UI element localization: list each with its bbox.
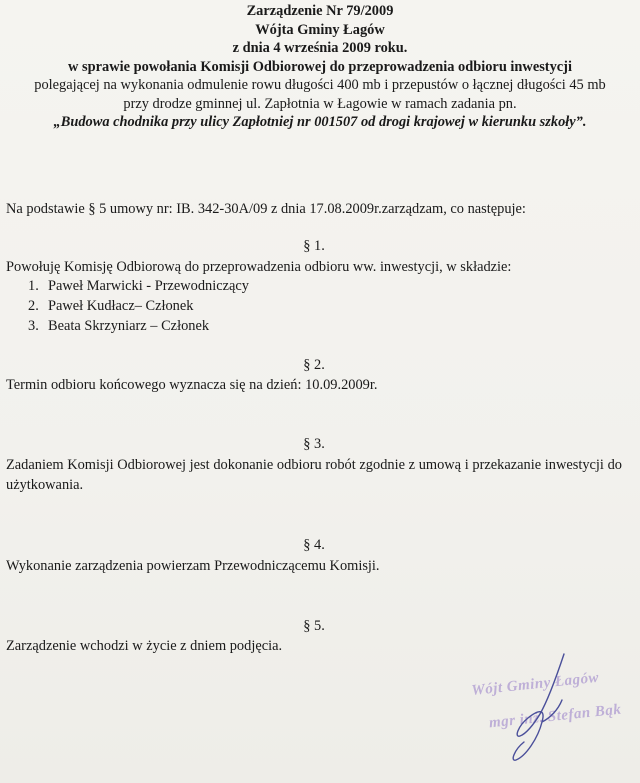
committee-members-list bbox=[28, 276, 249, 336]
section-1-heading: § 1. bbox=[303, 238, 325, 254]
section-5-heading: § 5. bbox=[303, 618, 325, 634]
document-header bbox=[0, 2, 640, 132]
list-number: 2. bbox=[28, 298, 39, 314]
member-name: Paweł Kudłacz– Członek bbox=[48, 298, 194, 314]
section-4-text: Wykonanie zarządzenia powierzam Przewodniczącemu Komisji. bbox=[6, 558, 380, 574]
list-number: 3. bbox=[28, 318, 39, 334]
order-number: Zarządzenie Nr 79/2009 bbox=[246, 3, 394, 19]
section-1-text: Powołuję Komisję Odbiorową do przeprowadzenia odbioru ww. inwestycji, w składzie: bbox=[6, 259, 512, 275]
section-4-heading: § 4. bbox=[303, 537, 325, 553]
member-name: Paweł Marwicki - Przewodniczący bbox=[48, 278, 249, 294]
section-3-heading: § 3. bbox=[303, 436, 325, 452]
list-item bbox=[28, 276, 249, 296]
order-date: z dnia 4 września 2009 roku. bbox=[232, 40, 408, 56]
list-item bbox=[28, 316, 249, 336]
section-3-text: Zadaniem Komisji Odbiorowej jest dokonanie odbioru robót zgodnie z umową i przekazanie inwestycji do użytkowania. bbox=[6, 457, 622, 493]
subject-line: w sprawie powołania Komisji Odbiorowej do przeprowadzenia odbioru inwestycji bbox=[68, 58, 572, 75]
subject-detail-2: przy drodze gminnej ul. Zapłotnia w Łagowie w ramach zadania pn. bbox=[123, 95, 517, 112]
list-item bbox=[28, 296, 249, 316]
subject-detail-1: polegającej na wykonania odmulenie rowu długości 400 mb i przepustów o łącznej długości 45 mb bbox=[34, 77, 606, 93]
section-2-text: Termin odbioru końcowego wyznacza się na dzień: 10.09.2009r. bbox=[6, 377, 378, 393]
section-5-text: Zarządzenie wchodzi w życie z dniem podjęcia. bbox=[6, 638, 283, 654]
member-name: Beata Skrzyniarz – Członek bbox=[48, 318, 210, 334]
issuer: Wójta Gminy Łagów bbox=[255, 21, 385, 38]
stamp-name: mgr inż. Stefan Bąk bbox=[488, 701, 623, 732]
section-2-heading: § 2. bbox=[303, 357, 325, 373]
legal-basis: Na podstawie § 5 umowy nr: IB. 342-30A/09 z dnia 17.08.2009r.zarządzam, co następuje: bbox=[6, 201, 526, 217]
stamp-title: Wójt Gminy Łagów bbox=[470, 669, 600, 700]
task-name: „Budowa chodnika przy ulicy Zapłotniej nr 001507 od drogi krajowej w kierunku szkoły”. bbox=[53, 114, 587, 130]
list-number: 1. bbox=[28, 278, 39, 294]
handwritten-signature bbox=[496, 648, 586, 766]
